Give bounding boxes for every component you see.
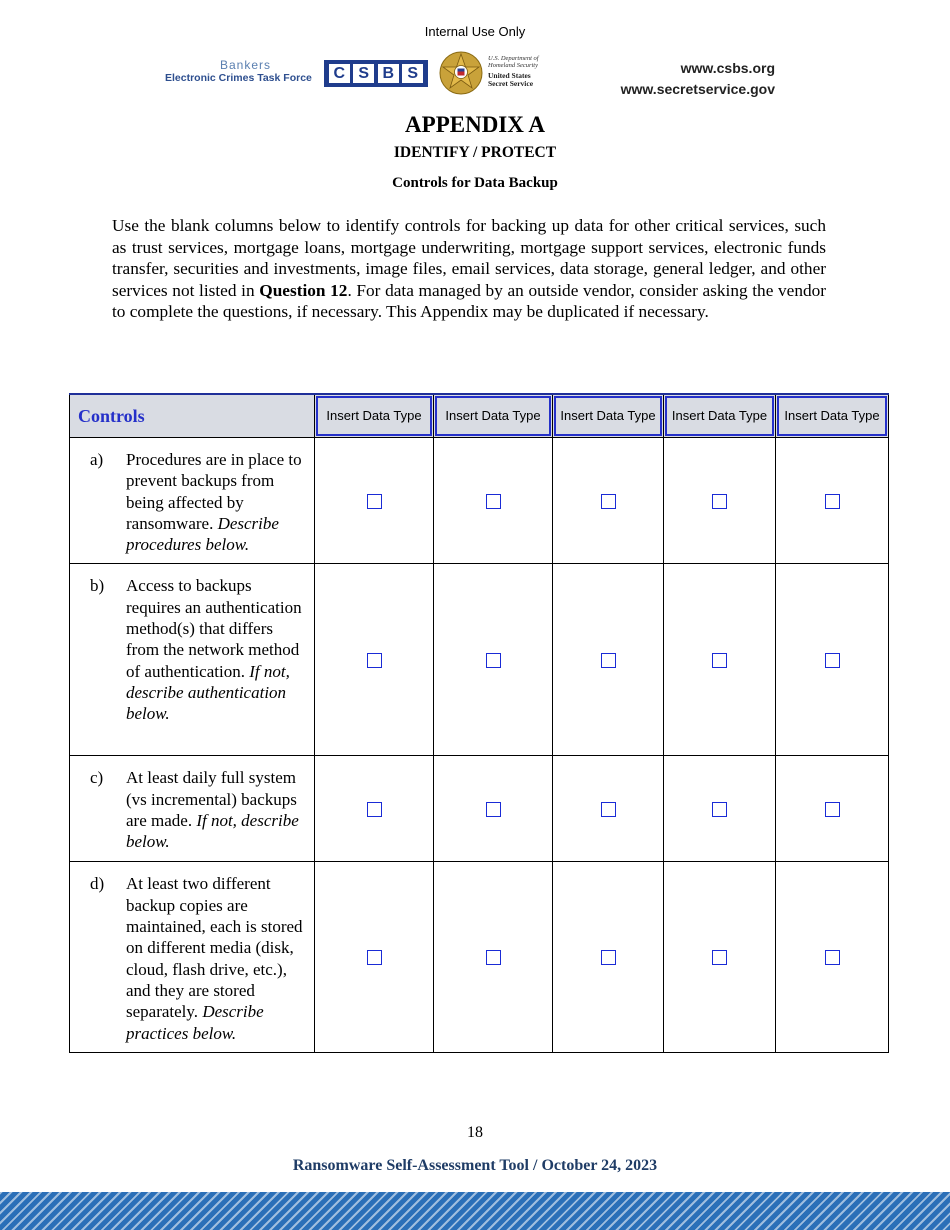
control-instruction: If not, describe authentication below. (126, 661, 290, 724)
control-description: Access to backups requires an authentication method(s) that differs from the network method of authentication. (126, 576, 302, 681)
data-type-header-1[interactable] (315, 394, 434, 438)
control-instruction: If not, describe below. (126, 811, 299, 852)
control-cell (70, 564, 315, 756)
intro-text-end: . For data managed by an outside vendor, consider asking the vendor to complete the questions, if necessary. This Appendix may be duplicated if necessary. (112, 280, 827, 322)
data-type-header-4[interactable] (664, 394, 776, 438)
footer-title: Ransomware Self-Assessment Tool / October 24, 2023 (292, 1157, 658, 1174)
usss-label: United States Secret Service (488, 71, 534, 88)
checkbox[interactable] (712, 494, 727, 509)
control-letter: a) (90, 450, 104, 469)
control-text (126, 575, 308, 724)
csbs-letter: C (329, 64, 350, 83)
control-cell (70, 862, 315, 1053)
controls-header: Controls (70, 394, 315, 438)
checkbox[interactable] (601, 802, 616, 817)
control-text (126, 767, 308, 852)
checkbox[interactable] (367, 653, 382, 668)
intro-text: Use the blank columns below to identify controls for backing up data for other critical services, such as trust services, mortgage loans, mortgage underwriting, mortgage support services, electronic funds transfer, securities and investments, image files, email services, data storage, general ledger, and other services not listed in (112, 216, 826, 300)
checkbox-cell (315, 756, 434, 862)
table-header-row (70, 394, 889, 438)
csbs-letter: S (402, 64, 423, 83)
checkbox-cell (664, 438, 776, 564)
checkbox-cell (553, 862, 664, 1053)
checkbox-cell (776, 438, 889, 564)
secret-service-star-icon (438, 50, 484, 96)
checkbox-cell (776, 756, 889, 862)
control-description: At least two different backup copies are maintained, each is stored on different media (disk, cloud, flash drive, etc.), and they are stored separately. (126, 874, 303, 1022)
control-letter: c) (90, 768, 104, 788)
checkbox[interactable] (712, 653, 727, 668)
data-type-field[interactable]: Insert Data Type (777, 396, 887, 436)
control-instruction: Describe practices below. (126, 1002, 264, 1043)
checkbox[interactable] (825, 494, 840, 509)
data-type-header-2[interactable] (434, 394, 553, 438)
page-number: 18 (467, 1124, 483, 1141)
section-title: Controls for Data Backup (392, 175, 558, 191)
checkbox[interactable] (825, 950, 840, 965)
control-letter: d) (90, 874, 105, 894)
checkbox-cell (434, 438, 553, 564)
appendix-subtitle: IDENTIFY / PROTECT (393, 144, 557, 161)
intro-paragraph (112, 215, 826, 323)
ectf-logo-text: Electronic Crimes Task Force (165, 72, 312, 84)
table-row (70, 862, 889, 1053)
checkbox[interactable] (825, 802, 840, 817)
checkbox-cell (553, 756, 664, 862)
control-instruction: Describe procedures below. (126, 513, 279, 555)
csbs-logo (324, 60, 428, 87)
checkbox[interactable] (486, 494, 501, 509)
data-type-header-5[interactable] (776, 394, 889, 438)
table-row (70, 438, 889, 564)
checkbox-cell (776, 862, 889, 1053)
checkbox-cell (553, 564, 664, 756)
appendix-title: APPENDIX A (405, 112, 545, 137)
checkbox[interactable] (486, 802, 501, 817)
control-description: At least daily full system (vs incremental) backups are made. (126, 768, 297, 831)
internal-use-label: Internal Use Only (424, 24, 526, 39)
controls-table (69, 393, 889, 1053)
bankers-ectf-logo (165, 58, 315, 88)
data-type-field[interactable]: Insert Data Type (665, 396, 774, 436)
control-text (126, 873, 308, 1043)
data-type-field[interactable]: Insert Data Type (554, 396, 662, 436)
control-description: Procedures are in place to prevent backups from being affected by ransomware. (126, 450, 302, 533)
checkbox[interactable] (712, 950, 727, 965)
checkbox-cell (315, 862, 434, 1053)
csbs-letter: S (353, 64, 374, 83)
checkbox[interactable] (712, 802, 727, 817)
bankers-logo-text: Bankers (220, 58, 272, 72)
checkbox-cell (434, 756, 553, 862)
data-type-header-3[interactable] (553, 394, 664, 438)
csbs-letter: B (378, 64, 399, 83)
intro-question-ref: Question 12 (259, 280, 348, 300)
table-row (70, 564, 889, 756)
checkbox-cell (664, 564, 776, 756)
checkbox-cell (776, 564, 889, 756)
dhs-label: U.S. Department of Homeland Security (488, 55, 539, 69)
csbs-url[interactable]: www.csbs.org (680, 60, 775, 76)
checkbox-cell (553, 438, 664, 564)
control-letter: b) (90, 576, 105, 596)
footer-stripe (0, 1192, 950, 1230)
control-cell (70, 438, 315, 564)
checkbox-cell (315, 438, 434, 564)
checkbox[interactable] (486, 653, 501, 668)
checkbox-cell (664, 862, 776, 1053)
checkbox-cell (315, 564, 434, 756)
checkbox[interactable] (367, 494, 382, 509)
checkbox[interactable] (601, 494, 616, 509)
checkbox[interactable] (825, 653, 840, 668)
secretservice-url[interactable]: www.secretservice.gov (620, 81, 775, 97)
data-type-field[interactable]: Insert Data Type (316, 396, 432, 436)
checkbox[interactable] (601, 653, 616, 668)
checkbox-cell (664, 756, 776, 862)
checkbox[interactable] (486, 950, 501, 965)
control-text (126, 449, 308, 555)
checkbox[interactable] (367, 802, 382, 817)
checkbox-cell (434, 564, 553, 756)
checkbox[interactable] (367, 950, 382, 965)
control-cell (70, 756, 315, 862)
checkbox-cell (434, 862, 553, 1053)
checkbox[interactable] (601, 950, 616, 965)
data-type-field[interactable]: Insert Data Type (435, 396, 551, 436)
table-row (70, 756, 889, 862)
